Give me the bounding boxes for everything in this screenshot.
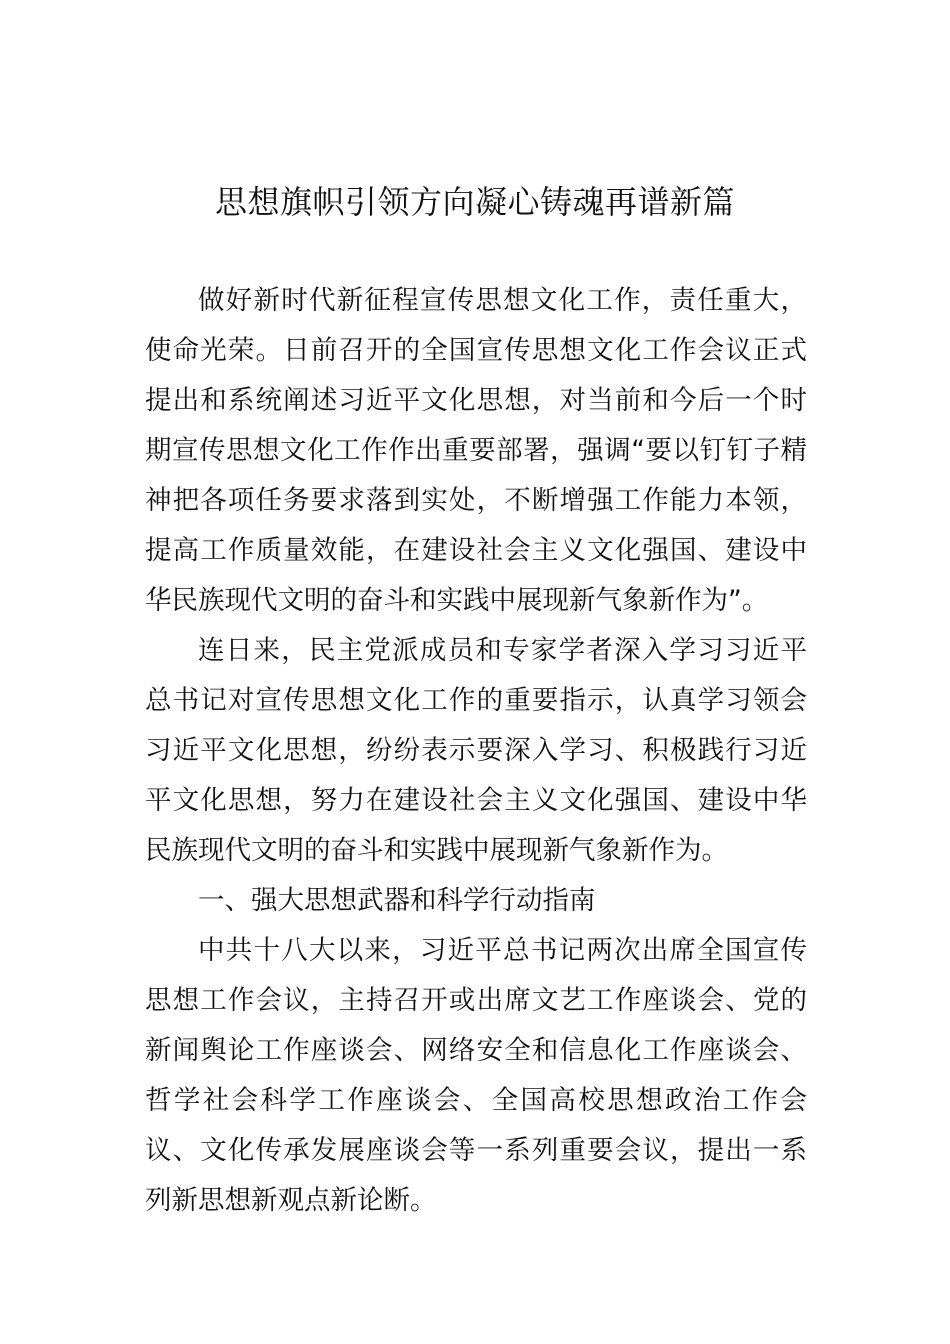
- paragraph-3: 中共十八大以来，习近平总书记两次出席全国宣传思想工作会议，主持召开或出席文艺工作座谈会、党的新闻舆论工作座谈会、网络安全和信息化工作座谈会、哲学社会科学工作座谈会、全国高校思想政治工作会议、文化传承发展座谈会等一系列重要会议，提出一系列新思想新观点新论断。: [145, 935, 807, 1216]
- document-body: [145, 276, 807, 1226]
- paragraph-1: 做好新时代新征程宣传思想文化工作，责任重大，使命光荣。日前召开的全国宣传思想文化工作会议正式提出和系统阐述习近平文化思想，对当前和今后一个时期宣传思想文化工作作出重要部署，强调“要以钉钉子精神把各项任务要求落到实处，不断增强工作能力本领，提高工作质量效能，在建设社会主义文化强国、建设中华民族现代文明的奋斗和实践中展现新气象新作为”。: [145, 285, 807, 616]
- section-heading: 一、强大思想武器和科学行动指南: [198, 885, 596, 916]
- document-title: 思想旗帜引领方向凝心铸魂再谱新篇: [214, 183, 735, 221]
- paragraph-2: 连日来，民主党派成员和专家学者深入学习习近平总书记对宣传思想文化工作的重要指示，认真学习领会习近平文化思想，纷纷表示要深入学习、积极践行习近平文化思想，努力在建设社会主义文化强国、建设中华民族现代文明的奋斗和实践中展现新气象新作为。: [145, 635, 807, 866]
